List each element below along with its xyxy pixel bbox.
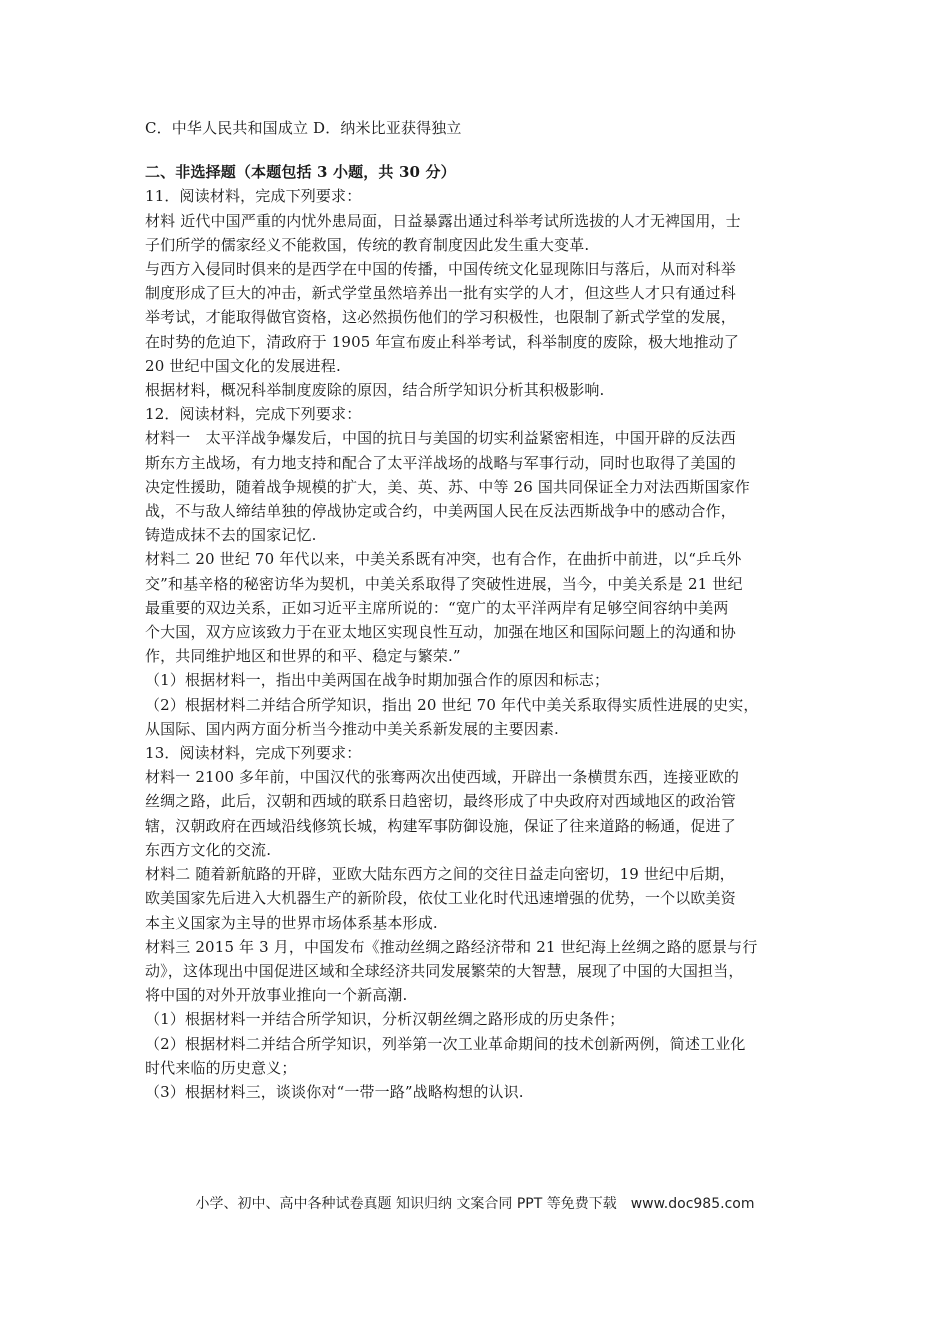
text-line: 根据材料，概况科举制度废除的原因，结合所学知识分析其积极影响. (145, 381, 605, 400)
text-line: 东西方文化的交流. (145, 840, 272, 859)
text-line: （2）根据材料二并结合所学知识，指出 20 世纪 70 年代中美关系取得实质性进展的史实， (145, 695, 759, 714)
text-line: 交”和基辛格的秘密访华为契机，中美关系取得了突破性进展，当今，中美关系是 21 世纪 (145, 574, 743, 593)
text-line: 材料一 2100 多年前，中国汉代的张骞两次出使西域，开辟出一条横贯东西，连接亚欧的 (145, 768, 740, 787)
option-line: C．中华人民共和国成立 D．纳米比亚获得独立 (145, 119, 462, 137)
text-line: （2）根据材料二并结合所学知识，列举第一次工业革命期间的技术创新两例，简述工业化 (145, 1034, 746, 1053)
text-line: 11．阅读材料，完成下列要求： (145, 187, 362, 206)
text-line: 材料二 20 世纪 70 年代以来，中美关系既有冲突，也有合作，在曲折中前进，以“乒乓外 (145, 550, 742, 569)
text-line: 丝绸之路，此后，汉朝和西域的联系日趋密切，最终形成了中央政府对西域地区的政治管 (145, 792, 736, 811)
text-line: 在时势的危迫下，清政府于 1905 年宣布废止科举考试，科举制度的废除，极大地推动了 (145, 332, 740, 351)
text-line: （1）根据材料一，指出中美两国在战争时期加强合作的原因和标志； (145, 671, 610, 690)
text-line: 20 世纪中国文化的发展进程. (145, 356, 341, 375)
text-line: 欧美国家先后进入大机器生产的新阶段，依仗工业化时代迅速增强的优势，一个以欧美资 (145, 889, 736, 908)
text-line: 辖，汉朝政府在西域沿线修筑长城，构建军事防御设施，保证了往来道路的畅通，促进了 (145, 816, 736, 835)
text-line: 斯东方主战场，有力地支持和配合了太平洋战场的战略与军事行动，同时也取得了美国的 (145, 453, 736, 472)
text-line: 材料一 太平洋战争爆发后，中国的抗日与美国的切实利益紧密相连，中国开辟的反法西 (145, 429, 736, 448)
text-line: 最重要的双边关系，正如习近平主席所说的：“宽广的太平洋两岸有足够空间容纳中美两 (145, 598, 729, 617)
text-line: 本主义国家为主导的世界市场体系基本形成. (145, 913, 438, 932)
text-line: 制度形成了巨大的冲击，新式学堂虽然培养出一批有实学的人才，但这些人才只有通过科 (145, 284, 736, 303)
text-line: 战，不与敌人缔结单独的停战协定或合约，中美两国人民在反法西斯战争中的感动合作， (145, 502, 736, 521)
section-title: 二、非选择题（本题包括 3 小题，共 30 分） (145, 163, 456, 182)
page-footer: 小学、初中、高中各种试卷真题 知识归纳 文案合同 PPT 等免费下载 www.doc985.com (195, 1196, 755, 1212)
text-line: 与西方入侵同时俱来的是西学在中国的传播，中国传统文化显现陈旧与落后，从而对科举 (145, 260, 736, 279)
text-line: 将中国的对外开放事业推向一个新高潮. (145, 986, 408, 1005)
question-text (145, 184, 810, 1104)
text-line: 从国际、国内两方面分析当今推动中美关系新发展的主要因素. (145, 719, 559, 738)
text-line: 作，共同维护地区和世界的和平、稳定与繁荣.” (145, 647, 461, 666)
document-body (145, 116, 810, 1104)
text-line: 举考试，才能取得做官资格，这必然损伤他们的学习积极性，也限制了新式学堂的发展， (145, 308, 736, 327)
text-line: （1）根据材料一并结合所学知识，分析汉朝丝绸之路形成的历史条件； (145, 1010, 625, 1029)
text-line: （3）根据材料三，谈谈你对“一带一路”战略构想的认识. (145, 1082, 524, 1101)
text-line: 材料 近代中国严重的内忧外患局面，日益暴露出通过科举考试所选拔的人才无裨国用，士 (145, 211, 741, 230)
text-line: 铸造成抹不去的国家记忆. (145, 526, 317, 545)
text-line: 时代来临的历史意义； (145, 1058, 297, 1077)
text-line: 材料三 2015 年 3 月，中国发布《推动丝绸之路经济带和 21 世纪海上丝绸之路的愿景与行 (145, 937, 758, 956)
text-line: 决定性援助，随着战争规模的扩大，美、英、苏、中等 26 国共同保证全力对法西斯国家作 (145, 477, 750, 496)
text-line: 13．阅读材料，完成下列要求： (145, 744, 362, 763)
text-line: 动》，这体现出中国促进区域和全球经济共同发展繁荣的大智慧，展现了中国的大国担当， (145, 961, 744, 980)
text-line: 材料二 随着新航路的开辟，亚欧大陆东西方之间的交往日益走向密切，19 世纪中后期， (145, 865, 735, 884)
text-line: 子们所学的儒家经义不能救国，传统的教育制度因此发生重大变革. (145, 235, 590, 254)
spacer (145, 140, 810, 160)
text-line: 12．阅读材料，完成下列要求： (145, 405, 362, 424)
text-line: 个大国，双方应该致力于在亚太地区实现良性互动，加强在地区和国际问题上的沟通和协 (145, 623, 736, 642)
